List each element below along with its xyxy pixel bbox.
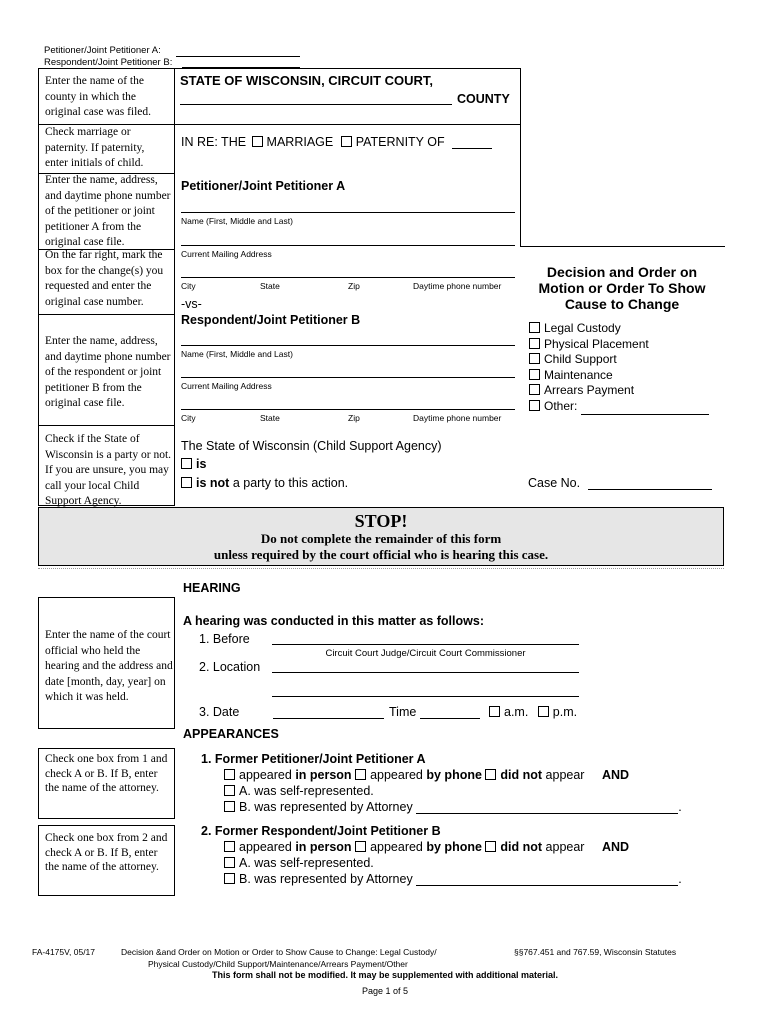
title-top-line — [520, 246, 725, 247]
party-2-attorney-row: B. was represented by Attorney . — [224, 872, 682, 886]
county-field[interactable] — [180, 104, 452, 105]
form-title — [522, 264, 722, 312]
footer-title-1: Decision &and Order on Motion or Order to Show Cause to Change: Legal Custody/ — [121, 947, 437, 957]
change-arrears-payment[interactable] — [529, 383, 709, 399]
change-label: Physical Placement — [544, 336, 649, 351]
party-1-attorney-checkbox[interactable] — [224, 801, 235, 812]
page-number: Page 1 of 5 — [361, 986, 409, 996]
party-2-appearance-row — [224, 840, 629, 854]
party-1-self-rep-row — [224, 784, 374, 798]
instruction-appearance-2: Check one box from 2 and check A or B. If B, enter the name of the attorney. — [45, 832, 168, 873]
zip-caption: Zip — [348, 281, 360, 291]
appearances-heading: APPEARANCES — [183, 727, 279, 741]
state-caption: State — [260, 281, 280, 291]
checkbox[interactable] — [529, 353, 540, 364]
stop-title: STOP! — [354, 511, 408, 531]
did-not-label: did not — [500, 768, 543, 782]
phone-caption: Daytime phone number — [413, 281, 502, 291]
petitioner-a-name-field[interactable] — [181, 212, 515, 213]
petitioner-a-heading: Petitioner/Joint Petitioner A — [181, 179, 346, 193]
pm-checkbox[interactable] — [538, 706, 549, 717]
party-1-appearance-row — [224, 768, 629, 782]
party-2-heading: 2. Former Respondent/Joint Petitioner B — [201, 824, 441, 838]
hearing-intro: A hearing was conducted in this matter as follows: — [183, 614, 484, 628]
checkbox[interactable] — [529, 322, 540, 333]
title-line-2: Motion or Order To Show — [538, 280, 706, 296]
respondent-b-city-field[interactable] — [181, 409, 515, 410]
stop-line-1: Do not complete the remainder of this form — [260, 531, 502, 546]
attorney-label: B. was represented by Attorney — [239, 800, 413, 814]
checkbox[interactable] — [529, 400, 540, 411]
case-no-row — [528, 476, 712, 490]
instruction-appearance-1: Check one box from 1 and check A or B. If B, enter the name of the attorney. — [45, 753, 168, 794]
title-line-1: Decision and Order on — [546, 264, 698, 280]
case-no-label: Case No. — [528, 476, 581, 490]
divider — [38, 425, 175, 426]
child-initials-field[interactable] — [452, 148, 492, 149]
did-not-label: did not — [500, 840, 543, 854]
location-label: 2. Location — [199, 660, 261, 674]
appeared-label: appeared — [239, 768, 296, 782]
party-2-attorney-checkbox[interactable] — [224, 873, 235, 884]
before-field[interactable] — [272, 644, 579, 645]
and-label: AND — [601, 840, 630, 854]
state-is-not-row — [181, 476, 348, 490]
petitioner-a-header-line[interactable] — [176, 56, 300, 57]
change-label: Arrears Payment — [544, 383, 635, 398]
instruction-state-party: Check if the State of Wisconsin is a party or not. If you are unsure, you may call your local Child Support Agency. — [45, 433, 172, 507]
vs-label: -vs- — [181, 297, 202, 311]
caption-right-border — [520, 68, 521, 124]
change-legal-custody[interactable] — [529, 321, 709, 337]
change-child-support[interactable] — [529, 352, 709, 368]
location-field-2[interactable] — [272, 696, 579, 697]
case-no-field[interactable] — [588, 489, 712, 490]
party-2-self-rep-row — [224, 856, 374, 870]
party-1-attorney-row: B. was represented by Attorney . — [224, 800, 682, 814]
ampm-row — [489, 705, 577, 719]
and-label: AND — [601, 768, 630, 782]
instruction-changes: On the far right, mark the box for the change(s) you requested and enter the original case number. — [45, 249, 164, 308]
change-other[interactable] — [529, 399, 709, 415]
attorney-label: B. was represented by Attorney — [239, 872, 413, 886]
form-id: FA-4175V, 05/17 — [32, 947, 96, 957]
respondent-b-heading: Respondent/Joint Petitioner B — [181, 313, 361, 327]
party-1-in-person-checkbox[interactable] — [224, 769, 235, 780]
date-label: 3. Date — [199, 705, 240, 719]
in-person-label: in person — [295, 840, 352, 854]
time-field[interactable] — [420, 718, 480, 719]
in-re-row — [181, 135, 492, 149]
date-field[interactable] — [273, 718, 384, 719]
caption-right-border — [520, 124, 521, 247]
marriage-label: MARRIAGE — [266, 135, 334, 149]
instruction-respondent-b: Enter the name, address, and daytime phone number of the respondent or joint petitioner B from the original case file. — [45, 335, 171, 409]
instruction-petitioner-a: Enter the name, address, and daytime phone number of the petitioner or joint petitioner A from the original case file. — [45, 174, 171, 248]
by-phone-label: by phone — [426, 768, 482, 782]
time-label: Time — [389, 705, 417, 719]
party-text: a party to this action. — [229, 476, 349, 490]
caption-top-line — [175, 68, 520, 69]
state-is-row — [181, 457, 206, 471]
state-caption: State — [260, 413, 280, 423]
instruction-court-official: Enter the name of the court official who held the hearing and the address and date [month, day, year] on which it was held. — [45, 629, 173, 703]
appeared-label: appeared — [370, 840, 427, 854]
change-label: Other: — [544, 398, 578, 413]
respondent-b-address-field[interactable] — [181, 377, 515, 378]
divider — [38, 314, 175, 315]
party-2-attorney-field[interactable] — [416, 885, 678, 886]
checkbox[interactable] — [529, 384, 540, 395]
party-1-by-phone-checkbox[interactable] — [355, 769, 366, 780]
checkbox[interactable] — [529, 369, 540, 380]
state-is-not-label: is not — [196, 476, 230, 490]
party-2-in-person-checkbox[interactable] — [224, 841, 235, 852]
appear-label: appear — [542, 840, 585, 854]
self-rep-label: A. was self-represented. — [239, 856, 374, 870]
change-list — [529, 321, 709, 415]
instruction-county: Enter the name of the county in which the original case was filed. — [45, 75, 152, 118]
by-phone-label: by phone — [426, 840, 482, 854]
state-is-party-checkbox[interactable] — [181, 458, 192, 469]
paternity-label: PATERNITY OF — [355, 135, 445, 149]
party-1-self-rep-checkbox[interactable] — [224, 785, 235, 796]
marriage-checkbox[interactable] — [252, 136, 263, 147]
title-line-3: Cause to Change — [564, 296, 680, 312]
state-agency-label: The State of Wisconsin (Child Support Agency) — [181, 439, 442, 453]
county-label: COUNTY — [457, 92, 510, 106]
party-1-attorney-field[interactable] — [416, 813, 678, 814]
hearing-heading: HEARING — [183, 581, 241, 595]
change-physical-placement[interactable] — [529, 337, 709, 353]
state-is-label: is — [196, 457, 207, 471]
petitioner-a-header-label: Petitioner/Joint Petitioner A: — [44, 45, 161, 56]
in-re-label: IN RE: THE — [181, 135, 247, 149]
city-caption: City — [181, 281, 196, 291]
am-checkbox[interactable] — [489, 706, 500, 717]
change-maintenance[interactable] — [529, 368, 709, 384]
state-is-not-party-checkbox[interactable] — [181, 477, 192, 488]
petitioner-a-address-field[interactable] — [181, 245, 515, 246]
caption-divider — [175, 124, 520, 125]
before-label: 1. Before — [199, 632, 250, 646]
court-label: STATE OF WISCONSIN, CIRCUIT COURT, — [180, 73, 434, 88]
party-1-did-not-appear-checkbox[interactable] — [485, 769, 496, 780]
party-2-did-not-appear-checkbox[interactable] — [485, 841, 496, 852]
change-label: Child Support — [544, 352, 617, 367]
change-label: Legal Custody — [544, 321, 621, 335]
modification-notice: This form shall not be modified. It may be supplemented with additional material. — [211, 970, 559, 980]
appeared-label: appeared — [370, 768, 427, 782]
zip-caption: Zip — [348, 413, 360, 423]
city-caption: City — [181, 413, 196, 423]
separator — [38, 568, 724, 569]
self-rep-label: A. was self-represented. — [239, 784, 374, 798]
name-caption: Name (First, Middle and Last) — [181, 349, 293, 359]
statutes: §§767.451 and 767.59, Wisconsin Statutes — [514, 947, 677, 957]
party-2-by-phone-checkbox[interactable] — [355, 841, 366, 852]
instruction-marriage: Check marriage or paternity. If paternity, enter initials of child. — [45, 126, 145, 169]
other-field[interactable] — [581, 414, 709, 415]
change-label: Maintenance — [544, 367, 613, 382]
am-label: a.m. — [504, 705, 529, 719]
party-1-heading: 1. Former Petitioner/Joint Petitioner A — [201, 752, 426, 766]
party-2-self-rep-checkbox[interactable] — [224, 857, 235, 868]
appear-label: appear — [542, 768, 585, 782]
footer-title-2: Physical Custody/Child Support/Maintenance/Arrears Payment/Other — [148, 959, 408, 969]
location-field-1[interactable] — [272, 672, 579, 673]
phone-caption: Daytime phone number — [413, 413, 502, 423]
mailing-caption: Current Mailing Address — [181, 249, 272, 259]
paternity-checkbox[interactable] — [341, 136, 352, 147]
judge-caption: Circuit Court Judge/Circuit Court Commissioner — [325, 648, 526, 659]
respondent-b-header-label: Respondent/Joint Petitioner B: — [44, 57, 173, 68]
in-person-label: in person — [295, 768, 352, 782]
petitioner-a-city-field[interactable] — [181, 277, 515, 278]
mailing-caption: Current Mailing Address — [181, 381, 272, 391]
checkbox[interactable] — [529, 338, 540, 349]
stop-line-2: unless required by the court official who is hearing this case. — [213, 547, 549, 562]
appeared-label: appeared — [239, 840, 296, 854]
name-caption: Name (First, Middle and Last) — [181, 216, 293, 226]
respondent-b-name-field[interactable] — [181, 345, 515, 346]
pm-label: p.m. — [552, 705, 578, 719]
